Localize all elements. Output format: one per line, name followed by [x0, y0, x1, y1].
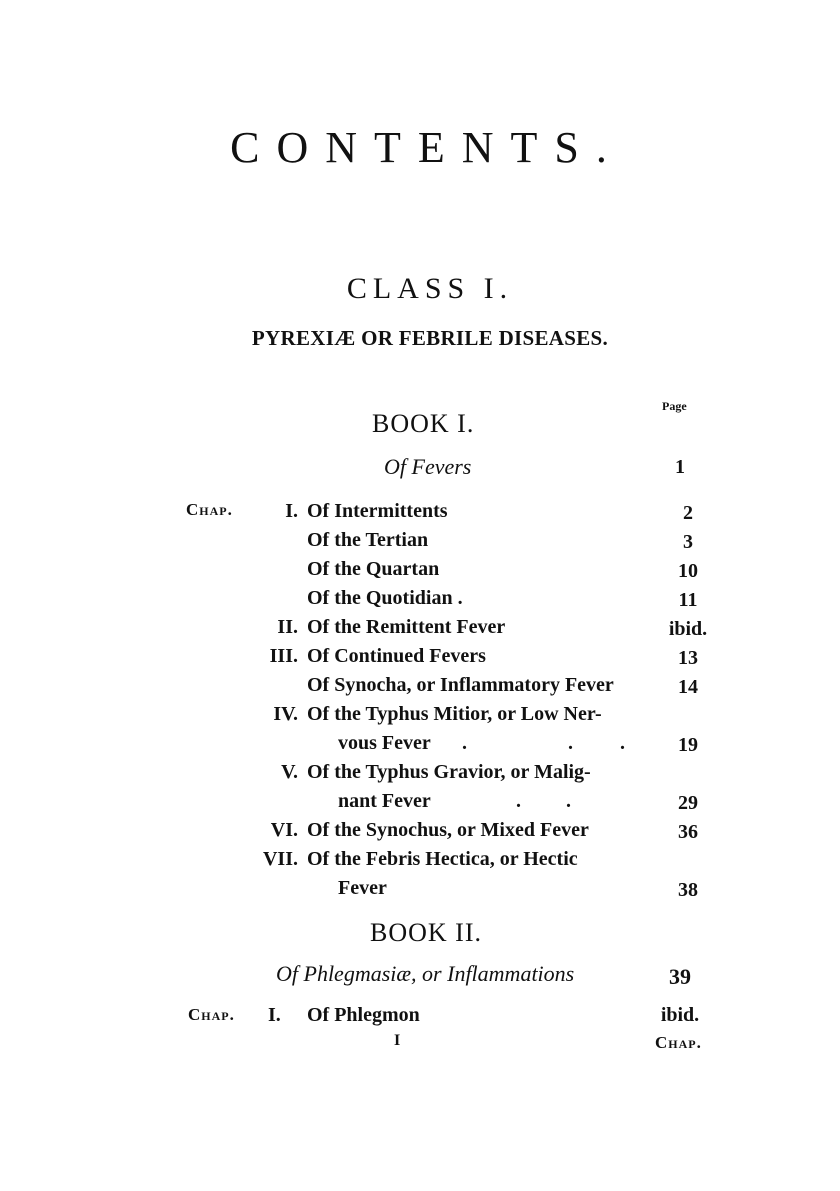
toc-entry-page: 2: [683, 502, 693, 524]
signature-mark: I: [394, 1032, 401, 1049]
entry-number: II.: [277, 616, 298, 638]
leader-dot: .: [568, 732, 573, 754]
toc-entry-page: ibid.: [668, 618, 708, 640]
toc-entry-page: 13: [678, 647, 698, 669]
toc-entry-page: ibid.: [660, 1004, 700, 1026]
toc-entry: Of Phlegmon: [307, 1004, 420, 1026]
toc-entry-page: 10: [678, 560, 698, 582]
toc-entry-continued: Fever: [338, 877, 387, 899]
leader-dot: .: [566, 790, 571, 812]
toc-entry: Of the Typhus Gravior, or Malig-: [307, 761, 591, 783]
toc-entry: Of the Febris Hectica, or Hectic: [307, 848, 578, 870]
toc-entry: Of the Quotidian .: [307, 587, 463, 609]
book-2-heading: BOOK II.: [370, 918, 482, 947]
entry-number: I.: [285, 500, 298, 522]
book-2-subtitle: Of Phlegmasiæ, or Inflammations: [276, 961, 575, 986]
class-heading: CLASS I.: [346, 272, 514, 305]
toc-entry-page: 3: [683, 531, 693, 553]
entry-number: VI.: [270, 819, 298, 841]
toc-entry-continued: vous Fever: [338, 732, 431, 754]
toc-entry: Of the Remittent Fever: [307, 616, 506, 638]
entry-number: V.: [281, 761, 298, 783]
toc-entry: Of Continued Fevers: [307, 645, 486, 667]
class-subtitle: PYREXIÆ OR FEBRILE DISEASES.: [251, 326, 609, 350]
book-1-subtitle: Of Fevers: [384, 454, 472, 479]
leader-dot: .: [516, 790, 521, 812]
book-2-subtitle-page: 39: [669, 964, 691, 989]
chapter-label: Chap.: [186, 500, 233, 519]
book-1-subtitle-page: 1: [675, 456, 685, 478]
toc-entry-continued: nant Fever: [338, 790, 431, 812]
toc-entry-page: 29: [678, 792, 698, 814]
page-title: CONTENTS.: [230, 123, 624, 172]
toc-entry-page: 14: [678, 676, 698, 698]
entry-number: III.: [269, 645, 298, 667]
page-column-header: Page: [662, 399, 687, 413]
toc-entry-page: 38: [678, 879, 698, 901]
toc-entry: Of the Typhus Mitior, or Low Ner-: [307, 703, 602, 725]
chapter-label: Chap.: [188, 1005, 235, 1024]
toc-entry: Of Synocha, or Inflammatory Fever: [307, 674, 614, 696]
entry-number: VII.: [262, 848, 298, 870]
entry-number: IV.: [273, 703, 298, 725]
book-1-heading: BOOK I.: [372, 409, 475, 438]
toc-entry: Of the Quartan: [307, 558, 440, 580]
catchword: Chap.: [655, 1033, 702, 1052]
toc-entry-page: 36: [678, 821, 698, 843]
leader-dot: .: [620, 732, 625, 754]
toc-entry: Of Intermittents: [307, 500, 448, 522]
leader-dot: .: [462, 732, 467, 754]
toc-entry-page: 11: [678, 589, 698, 611]
toc-entry: Of the Synochus, or Mixed Fever: [307, 819, 589, 841]
toc-entry-page: 19: [678, 734, 698, 756]
toc-entry: Of the Tertian: [307, 529, 429, 551]
entry-number: I.: [268, 1004, 281, 1026]
